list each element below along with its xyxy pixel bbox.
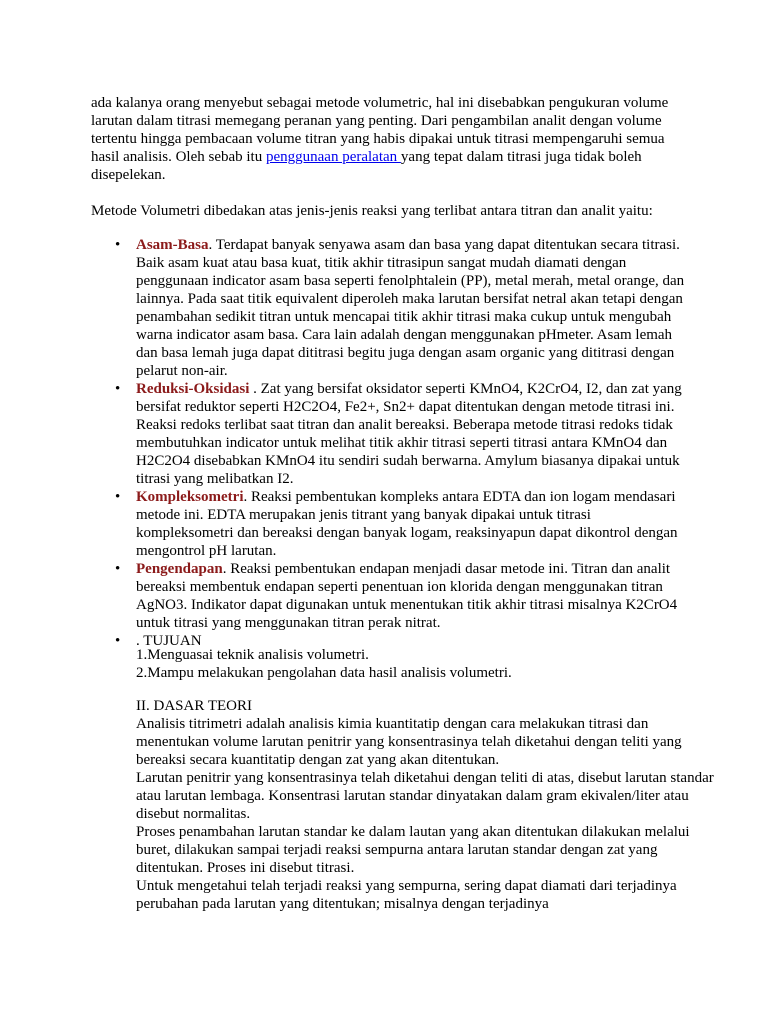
section-title-tujuan: . TUJUAN [136,633,202,649]
bullet-icon: • [115,561,121,577]
theory-paragraph: Larutan penitrir yang konsentrasinya telah diketahui dengan teliti di atas, disebut larutan standar atau larutan lembaga. Konsentrasi larutan standar dinyatakan dalam gram ekivalen/liter atau disebut normalitas. [136,770,714,822]
method-term: Pengendapan [136,561,223,577]
goal-item: 1.Menguasai teknik analisis volumetri. [136,647,369,663]
method-description: . Terdapat banyak senyawa asam dan basa yang dapat ditentukan secara titrasi. Baik asam kuat atau basa kuat, titik akhir titrasipun sangat mudah diamati dengan penggunaan indicator asam basa seperti fenolphtalein (PP), metal merah, metal orange, dan lainnya. Pada saat titik equivalent diperoleh maka larutan bersifat netral akan tetapi dengan penambahan sedikit titran untuk mencapai titik akhir titrasi maka cukup untuk mengubah warna indicator asam basa. Cara lain adalah dengan menggunakan pHmeter. Asam lemah dan basa lemah juga dapat dititrasi begitu juga dengan asam organic yang dititrasi dengan pelarut non-air. [136,237,685,379]
method-description: . Reaksi pembentukan endapan menjadi dasar metode ini. Titran dan analit bereaksi membentuk endapan seperti penentuan ion klorida dengan menggunakan titran AgNO3. Indikator dapat digunakan untuk menentukan titik akhir titrasi misalnya K2CrO4 untuk titrasi yang menggunakan titran perak nitrat. [136,561,678,631]
bullet-icon: • [115,381,121,397]
method-list [91,236,691,650]
list-item [91,488,691,560]
theory-section [136,697,716,913]
method-term: Reduksi-Oksidasi [136,381,250,397]
method-description: . Reaksi pembentukan kompleks antara EDTA dan ion logam mendasari metode ini. EDTA merupakan jenis titrant yang banyak dipakai untuk titrasi kompleksometri dan bereaksi dengan banyak logam, reaksinyapun dapat dikontrol dengan mengontrol pH larutan. [136,489,678,559]
goal-item: 2.Mampu melakukan pengolahan data hasil analisis volumetri. [136,665,512,681]
list-item [91,380,691,488]
theory-paragraph: Untuk mengetahui telah terjadi reaksi yang sempurna, sering dapat diamati dari terjadinya perubahan pada larutan yang ditentukan; misalnya dengan terjadinya [136,878,677,912]
bullet-icon: • [115,633,121,649]
theory-paragraph: Proses penambahan larutan standar ke dalam lautan yang akan ditentukan dilakukan melalui buret, dilakukan sampai terjadi reaksi sempurna antara larutan standar dengan zat yang ditentukan. Proses ini disebut titrasi. [136,824,690,876]
equipment-link[interactable]: penggunaan peralatan [265,149,401,165]
intro-text-end: yang tepat dalam titrasi juga tidak boleh disepelekan. [91,149,642,183]
intro-paragraph [91,94,681,184]
theory-heading: II. DASAR TEORI [136,698,252,714]
goals-list [136,646,696,682]
method-description: . Zat yang bersifat oksidator seperti KMnO4, K2CrO4, I2, dan zat yang bersifat reduktor seperti H2C2O4, Fe2+, Sn2+ dapat ditentukan dengan metode titrasi ini. Reaksi redoks terlibat saat titran dan analit bereaksi. Beberapa metode titrasi redoks tidak membutuhkan indicator untuk melihat titik akhir titrasi seperti titrasi antara KMnO4 dan H2C2O4 disebabkan KMnO4 itu sendiri sudah berwarna. Amylum biasanya dipakai untuk titrasi yang melibatkan I2. [136,381,682,487]
intro-text: ada kalanya orang menyebut sebagai metode volumetric, hal ini disebabkan pengukuran volume larutan dalam titrasi memegang peranan yang penting. Dari pengambilan analit dengan volume tertentu hingga pembacaan volume titran yang habis dipakai untuk titrasi mempengaruhi semua hasil analisis. Oleh sebab itu [91,95,669,165]
list-item [91,236,691,380]
method-term: Kompleksometri [136,489,244,505]
list-item [91,560,691,632]
methods-lead-paragraph: Metode Volumetri dibedakan atas jenis-jenis reaksi yang terlibat antara titran dan analit yaitu: [91,203,653,219]
bullet-icon: • [115,237,121,253]
bullet-icon: • [115,489,121,505]
method-term: Asam-Basa [136,237,209,253]
theory-paragraph: Analisis titrimetri adalah analisis kimia kuantitatip dengan cara melakukan titrasi dan menentukan volume larutan penitrir yang konsentrasinya telah diketahui dengan teliti yang bereaksi secara kuantitatip dengan zat yang akan ditentukan. [136,716,682,768]
